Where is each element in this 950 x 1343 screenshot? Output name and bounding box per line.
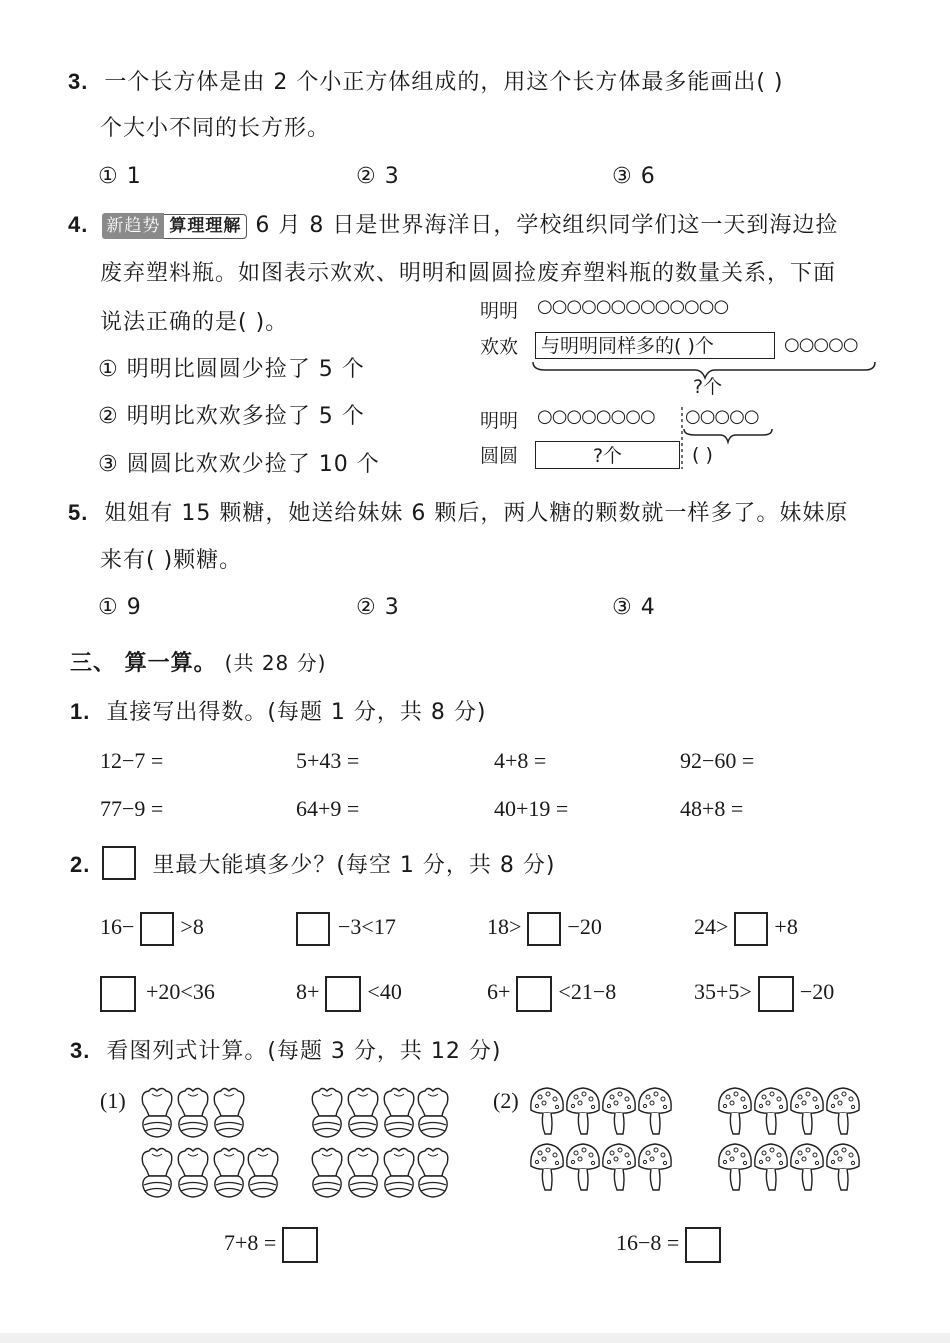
s2-r2-b-pre: 8+ [296,979,320,1005]
q5-option-2[interactable]: ② 3 [356,595,400,620]
q3-option-3[interactable]: ③ 6 [612,164,656,189]
s2-r1-c [487,912,602,946]
s2-r1-b-post: −3<17 [338,914,396,940]
q4-option-1[interactable]: ① 明明比圆圆少捡了 5 个 [98,357,365,382]
s1-r1-c3: 4+8 = [494,748,547,773]
s2-r2-c-box[interactable] [516,976,552,1012]
q4-line1 [68,210,838,241]
s2-r2-c-pre: 6+ [487,979,511,1005]
diagram-brace-label-1: ?个 [693,376,723,398]
s2-r1-d-box[interactable] [734,912,768,946]
s3-number: 3. [70,1038,91,1063]
diagram-circles-huanhuan: ○○○○○ [784,334,858,355]
s2-r2-a [100,976,215,1012]
s3-heading [70,1036,502,1067]
q4-line2: 废弃塑料瓶。如图表示欢欢、明明和圆圆捡废弃塑料瓶的数量关系，下面 [100,261,837,286]
s2-r1-d-post: +8 [774,914,798,940]
s3-p2-mushrooms [525,1084,870,1194]
diagram-circles-mingming-2a: ○○○○○○○○ [537,406,655,427]
s2-r1-b-box[interactable] [296,912,330,946]
diagram-label-huanhuan: 欢欢 [480,336,519,358]
s2-r2-a-post: +20<36 [146,979,215,1005]
s1-r1-c1: 12−7 = [100,748,164,773]
s2-r2-c-post: <21−8 [558,979,617,1005]
diagram-label-yuanyuan: 圆圆 [480,445,519,467]
q5-line2: 来有( )颗糖。 [100,548,243,573]
s2-r1-a-post: >8 [180,914,204,940]
q5-text: 姐姐有 15 颗糖，她送给妹妹 6 颗后，两人糖的颗数就一样多了。妹妹原 [104,501,849,526]
s1-heading [70,697,487,728]
q3-line2: 个大小不同的长方形。 [100,116,331,141]
diagram-label-mingming-1: 明明 [480,300,519,322]
q5-option-3[interactable]: ③ 4 [612,595,656,620]
s2-r1-c-post: −20 [567,914,602,940]
s2-r1-c-box[interactable] [527,912,561,946]
q4-option-2[interactable]: ② 明明比欢欢多捡了 5 个 [98,404,365,429]
s3-p2-equation [616,1227,721,1263]
s2-r1-c-pre: 18> [487,914,522,940]
s1-r2-c2: 64+9 = [296,796,360,821]
q4-line3: 说法正确的是( )。 [100,310,289,335]
q3-option-2[interactable]: ② 3 [356,164,400,189]
q3-number: 3. [68,69,89,94]
section-3-score: (共 28 分) [224,651,327,675]
s2-heading [70,850,556,881]
diagram-box-same-as-mingming: 与明明同样多的( )个 [535,332,775,359]
s2-r2-d-pre: 35+5> [694,979,752,1005]
s3-title: 看图列式计算。(每题 3 分，共 12 分) [106,1039,502,1064]
q3-option-1[interactable]: ① 1 [98,164,142,189]
s2-r2-d-post: −20 [799,979,835,1005]
q4-number: 4. [68,212,89,237]
s2-r2-b [296,976,402,1012]
s2-r1-a [100,912,204,946]
q4-option-3[interactable]: ③ 圆圆比欢欢少捡了 10 个 [98,452,380,477]
s2-r2-c [487,976,616,1012]
s3-p2-label: (2) [493,1088,519,1113]
diagram-answer-paren: ( ) [692,444,713,466]
q5-line1 [68,498,848,529]
s3-p1-cabbages [130,1082,450,1202]
s2-r2-b-post: <40 [367,979,402,1005]
q3-text: 一个长方体是由 2 个小正方体组成的，用这个长方体最多能画出( ) [104,70,784,95]
s1-r2-c1: 77−9 = [100,796,164,821]
s2-r1-a-box[interactable] [140,912,174,946]
s3-p1-label: (1) [100,1088,126,1113]
page-bottom-strip [0,1333,950,1343]
tag-new-trend: 新趋势 [102,213,164,239]
diagram-circles-mingming-2b: ○○○○○ [685,406,759,427]
s1-title: 直接写出得数。(每题 1 分，共 8 分) [106,700,487,725]
s2-r2-d-box[interactable] [758,976,794,1012]
s3-p1-eq-text: 7+8 = [224,1230,277,1256]
s1-r2-c4: 48+8 = [680,796,744,821]
s2-title: 里最大能填多少？(每空 1 分，共 8 分) [152,853,556,878]
s3-p2-eq-text: 16−8 = [616,1230,680,1256]
s2-number: 2. [70,852,91,877]
s2-r1-d-pre: 24> [694,914,729,940]
s3-p2-answer-box[interactable] [685,1227,721,1263]
q5-number: 5. [68,500,89,525]
s2-r2-a-box[interactable] [100,976,136,1012]
section-3-title: 三、 算一算。 [70,651,217,676]
q4-text-1: 6 月 8 日是世界海洋日，学校组织同学们这一天到海边捡 [255,213,839,238]
s1-number: 1. [70,699,91,724]
s1-r2-c3: 40+19 = [494,796,569,821]
s2-heading-box [102,846,136,880]
s3-p1-equation [224,1227,318,1263]
diagram-label-mingming-2: 明明 [480,410,519,432]
diagram-circles-mingming-1: ○○○○○○○○○○○○○ [537,296,729,317]
s2-r2-b-box[interactable] [325,976,361,1012]
s3-p1-answer-box[interactable] [282,1227,318,1263]
s2-r1-d [694,912,798,946]
s1-r1-c4: 92−60 = [680,748,755,773]
q3-line1 [68,67,784,98]
section-3-heading [70,648,326,679]
s2-r1-a-pre: 16− [100,914,135,940]
q5-option-1[interactable]: ① 9 [98,595,142,620]
s2-r1-b [296,912,396,946]
tag-topic: 算理理解 [164,214,247,239]
s2-r2-d [694,976,834,1012]
diagram-box-yuanyuan: ?个 [535,441,680,469]
s1-r1-c2: 5+43 = [296,748,360,773]
